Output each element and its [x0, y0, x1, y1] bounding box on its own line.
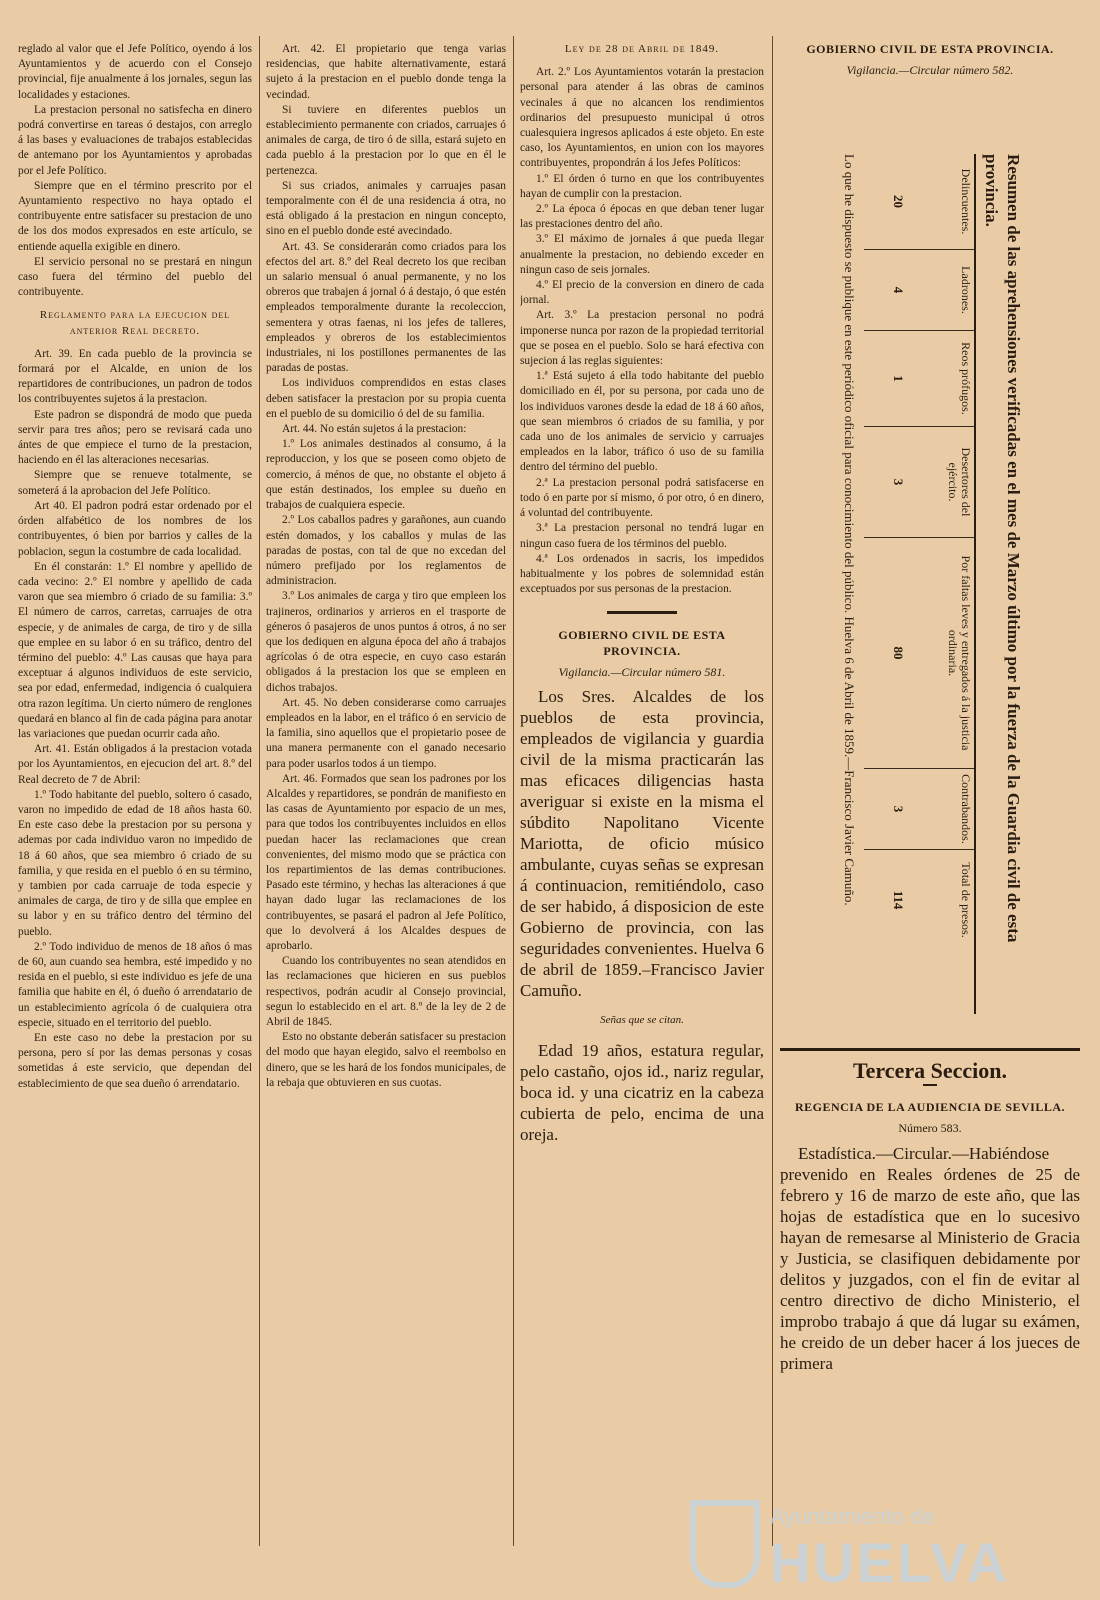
- watermark: [680, 1494, 1040, 1594]
- paragraph: Los Sres. Alcaldes de los pueblos de esta provincia, empleados de vigilancia y guardia civil de la misma practicarán las mas eficaces diligencias hasta averiguar si existe en la misma el súbdito Napolitano Vicente Mariotta, de oficio músico ambulante, cuyas señas se expresan á continuacion, remitiéndolo, caso de ser habido, á disposicion de este Gobierno de provincia, con las seguridades convenientes. Huelva 6 de abril de 1859.–Francisco Javier Camuño.: [520, 686, 764, 1000]
- paragraph: 3.º El máximo de jornales á que pueda llegar anualmente la prestacion, no debiendo exceder en ningun caso de seis jornales.: [520, 233, 764, 276]
- column-header: Por faltas leves y entregados á la justicia ordinaria.: [946, 555, 973, 751]
- paragraph: Siempre que se renueve totalmente, se someterá á la aprobacion del Jefe Político.: [18, 469, 252, 497]
- separator-rule: [923, 1084, 937, 1086]
- paragraph: En él constarán: 1.º El nombre y apellido de cada vecino: 2.º El nombre y apellido de cada varon que sea miembro ó criado de su familia: 3.º El número de carros, carretas, carruajes de otra especie, y de animales de carga, de tiro y de silla que emplee en su labor ó en su tráfico, dentro del término del pueblo: 4.º Las causas que haya para exceptuar á algunos individuos de este servicio, sea por edad, enfermedad, indigencia ó cualquiera otra razon legítima. Un cierto número de renglones quedará en blanco al fin de cada página para anotar las variaciones que puedan ocurrir cada año.: [18, 560, 252, 740]
- separator-rule: [780, 1048, 1080, 1051]
- column-value: 20: [891, 195, 906, 208]
- column-3: [520, 42, 764, 1562]
- table-body: [864, 154, 976, 1014]
- paragraph: Art. 46. Formados que sean los padrones por los Alcaldes y repartidores, se pondrán de manifiesto en las casas de Ayuntamiento por espacio de un mes, para que todos los contribuyentes incluidos en ellos puedan hacer las reclamaciones que crean convenientes, del mismo modo que se práctica con los repartimientos de las demas contribuciones. Pasado este término, y hechas las alteraciones á que hayan dado lugar las reclamaciones de los contribuyentes, se pasará el padron al Jefe Político, que lo devolverá á los Alcaldes despues de aprobarlo.: [266, 772, 506, 952]
- column-header: Contrabandos.: [959, 774, 973, 844]
- table-column: [864, 426, 974, 537]
- table-column: [864, 249, 974, 330]
- column-divider: [772, 36, 773, 1546]
- paragraph: 4.ª Los ordenados in sacris, los impedidos habitualmente y los pobres de solemnidad están exceptuados por sus personas de la prestacion.: [520, 552, 764, 596]
- paragraph: Art. 41. Están obligados á la prestacion votada por los Ayuntamientos, en ejecucion del art. 8.º del Real decreto de 7 de Abril:: [18, 743, 252, 786]
- paragraph: Art. 2.º Los Ayuntamientos votarán la prestacion personal para atender á las obras de caminos vecinales á que no alcancen los rendimientos ordinarios del presupuesto municipal ú otros cualesquiera ingresos aplicados á este objeto. En este caso, los Ayuntamientos, en union con los mayores contribuyentes, propondrán á los Jefes Políticos:: [520, 66, 764, 170]
- paragraph: Art. 45. No deben considerarse como carruajes empleados en la labor, en el tráfico ó en servicio de la familia, sino aquellos que el propietario posee de una manera permanente con el ganado necesario para poder usarlos todos á un tiempo.: [266, 696, 506, 770]
- column-header: Desertores del ejército.: [946, 447, 973, 517]
- paragraph: Edad 19 años, estatura regular, pelo castaño, ojos id., nariz regular, boca id. y una cicatriz en la cabeza cubierta de pelo, encima de una oreja.: [520, 1041, 764, 1145]
- circular-number: Vigilancia.—Circular número 582.: [846, 63, 1014, 78]
- senas-text: [520, 1040, 764, 1145]
- paragraph: 1.º Todo habitante del pueblo, soltero ó casado, varon no impedido de edad de 18 años hasta 60. En este caso debe la prestacion por su persona y ademas por cada individuo varon no impedido de 18 á 60 años, que sea miembro ó criado de su familia, y que resida en el pueblo ó en su término, y tambien por cada carruaje de toda especie y animales de carga, de tiro y de silla que emplee en su labor y en su tráfico dentro del término del pueblo.: [18, 788, 252, 938]
- table-column: [864, 330, 974, 426]
- paragraph: Los individuos comprendidos en estas clases deben satisfacer la prestacion por su propia cuenta en el pueblo de su domicilio ó del de su familia.: [266, 377, 506, 420]
- column-header: Reos prófugos.: [959, 342, 973, 415]
- law-heading: Ley de 28 de Abril de 1849.: [564, 43, 720, 55]
- paragraph: Art 40. El padron podrá estar ordenado por el órden alfabético de los nombres de los contribuyentes, ó bien por barrios y calles de la poblacion, segun la costumbre de cada localidad.: [18, 499, 252, 558]
- gobierno-heading: GOBIERNO CIVIL DE ESTA PROVINCIA.: [558, 628, 726, 658]
- table-footer: Lo que he dispuesto se publique en este periódico oficial para conocimiento del público. Huelva 6 de Abril de 1859.—Francisco Javier Camuño.: [842, 154, 857, 906]
- paragraph: En este caso no debe la prestacion por su persona, pero sí por las demas personas y cosas sometidas á este servicio, que dependan del establecimiento de que sea dueño ó arrendatario.: [18, 1032, 252, 1090]
- newspaper-page: [14, 36, 1086, 1576]
- paragraph: Siempre que en el término prescrito por el Ayuntamiento respectivo no haya optado el contribuyente entre satisfacer su prestacion de uno de los dos modos expresados en este artículo, se entiende aquella exigible en dinero.: [18, 179, 252, 253]
- paragraph: Art. 3.º La prestacion personal no podrá imponerse nunca por razon de la propiedad territorial que se posea en el pueblo. Solo se hará efectiva con sujecion á las reglas siguientes:: [520, 309, 764, 368]
- column-header: Delincuentes.: [959, 168, 973, 235]
- paragraph: Si sus criados, animales y carruajes pasan temporalmente con él de una residencia á otra, no está obligado á la prestacion en ningun concepto, sino en el pueblo donde esté avecindado.: [266, 179, 506, 238]
- paragraph: Art. 44. No están sujetos á la prestacion:: [282, 423, 467, 436]
- paragraph: Art. 42. El propietario que tenga varias residencias, que habite alternativamente, estará sujeto á la prestacion en el pueblo donde tenga la vecindad.: [266, 43, 506, 101]
- column-value: 3: [891, 805, 906, 813]
- column-2: [266, 42, 506, 1562]
- paragraph: 4.º El precio de la conversion en dinero de cada jornal.: [520, 279, 764, 307]
- paragraph: Art. 43. Se considerarán como criados para los efectos del art. 8.º del Real decreto los que reciban un salario mensual ó anual permanente, y no los obreros que trabajen á jornal ó á destajo, ó que estén empleados temporalmente durante la recoleccion, sementera y otras faenas, ni los jefes de talleres, empleados y obreros de los establecimientos industriales, ni los postillones permanentes de las paradas de postas.: [266, 240, 506, 375]
- paragraph: Esto no obstante deberán satisfacer su prestacion del modo que hayan elegido, salvo el reembolso en dinero, que se les hará de los fondos municipales, de la rebaja que obtuvieren en sus cuotas.: [266, 1031, 506, 1089]
- regencia-text: [780, 1143, 1080, 1374]
- column-value: 1: [891, 375, 906, 382]
- shield-icon: [690, 1500, 760, 1588]
- column-value: 3: [891, 478, 906, 486]
- column-header: Total de presos.: [959, 862, 973, 938]
- table-column: [864, 537, 974, 768]
- watermark-line2: HUELVA: [770, 1531, 1010, 1594]
- column-header: Ladrones.: [959, 266, 973, 314]
- paragraph: El servicio personal no se prestará en ningun caso fuera del término del pueblo del contribuyente.: [18, 255, 252, 299]
- paragraph: 1.º El órden ó turno en que los contribuyentes hayan de cumplir con la prestacion.: [520, 172, 764, 200]
- column-value: 80: [891, 646, 906, 660]
- table-title: Resumen de las aprehensiones verificadas en el mes de Marzo último por la fuerza de la Guardia civil de esta provincia.: [982, 154, 1023, 943]
- paragraph: 2.º Los caballos padres y garañones, aun cuando estén domados, y los caballos y mulas de las paradas de postas, con tal de que no excedan del número prefijado por los reglamentos de administracion.: [266, 514, 506, 588]
- senas-heading: Señas que se citan.: [600, 1013, 684, 1026]
- table-column: [864, 849, 974, 950]
- column-divider: [259, 36, 260, 1546]
- column-1: [18, 42, 252, 1562]
- column-value: 4: [891, 286, 906, 294]
- paragraph: 3.ª La prestacion personal no tendrá lugar en ningun caso fuera de los términos del pueblo.: [520, 522, 764, 550]
- paragraph: 2.º La época ó épocas en que deban tener lugar las prestaciones dentro del año.: [520, 203, 764, 231]
- column-4-lower: [780, 1036, 1080, 1556]
- section-title: Tercera Seccion.: [853, 1058, 1007, 1083]
- regencia-heading: REGENCIA DE LA AUDIENCIA DE SEVILLA.: [794, 1100, 1066, 1115]
- paragraph: Art. 39. En cada pueblo de la provincia se formará por el Alcalde, en union de los repartidores de contribuciones, un padron de todos los contribuyentes sujetos á la prestacion.: [18, 347, 252, 406]
- paragraph: Este padron se dispondrá de modo que pueda servir para tres años; pero se revisará cada uno ántes de que empiece el turno de la prestacion, haciendo en él las alteraciones necesarias.: [18, 408, 252, 467]
- section-title: Reglamento para la ejecucion del anterior Real decreto.: [39, 309, 231, 337]
- paragraph: Si tuviere en diferentes pueblos un establecimiento permanente con criados, carruajes ó animales de carga, de tiro ó de silla, estará sujeto en cada pueblo á la prestacion por lo que en él le pertenezca.: [266, 103, 506, 177]
- table-column: [864, 768, 974, 849]
- paragraph: 3.º Los animales de carga y tiro que empleen los trajineros, ordinarios y arrieros en el trasporte de géneros ó pasajeros de unos puntos á otros, á no ser que los dediquen en alguna época del año á trabajos agrícolas ó de otra especie, en cuyo caso estarán obligados á la prestacion los que se empleen en dichos trabajos.: [266, 590, 506, 694]
- notice-text: [520, 686, 764, 1001]
- gobierno-heading: GOBIERNO CIVIL DE ESTA PROVINCIA.: [806, 42, 1054, 56]
- paragraph: 2.ª La prestacion personal podrá satisfacerse en todo ó en parte por sí mismo, ó por otro, ó en dinero, á voluntad del contribuyente.: [520, 476, 764, 520]
- paragraph: Cuando los contribuyentes no sean atendidos en las reclamaciones que hicieren en sus pueblos respectivos, podrán acudir al Consejo provincial, segun lo establecido en el art. 8.º de la ley de 2 de Abril de 1845.: [266, 955, 506, 1028]
- paragraph: 1.ª Está sujeto á ella todo habitante del pueblo domiciliado en él, por su persona, por cada uno de los individuos varones desde la edad de 18 á 60 años, que sean miembros ó criados de su familia, y por cada uno de los animales de servicio y carruajes empleados en la labor, tráfico ó uso de su familia dentro del término del pueblo.: [520, 370, 764, 474]
- paragraph: 1.º Los animales destinados al consumo, á la reproduccion, y los que se poseen como objeto de comercio, á ménos de que, no obstante el objeto á que están destinados, los emplee su dueño en trabajos de cualquiera especie.: [266, 438, 506, 512]
- arrests-table: [788, 154, 1032, 1034]
- column-value: 114: [891, 890, 906, 910]
- paragraph: La prestacion personal no satisfecha en dinero podrá convertirse en tareas ó destajos, con arreglo á las bases y evaluaciones de trabajos establecidas de antemano por los Ayuntamientos y aprobadas por el Jefe Político.: [18, 103, 252, 177]
- numero: Número 583.: [898, 1121, 962, 1136]
- separator-rule: [607, 611, 677, 614]
- table-column: [864, 154, 974, 249]
- paragraph: Estadística.—Circular.—Habiéndose prevenido en Reales órdenes de 25 de febrero y 16 de marzo de este año, que las hojas de estadística que en lo sucesivo hayan de remesarse al Ministerio de Gracia y Justicia, se clasifiquen debidamente por delitos y juzgados, con el fin de evitar al centro directivo de dicho Ministerio, el improbo trabajo á que dá lugar su exámen, he creido de un deber hacer á los jueces de primera: [780, 1143, 1080, 1373]
- paragraph: reglado al valor que el Jefe Político, oyendo á los Ayuntamientos y de acuerdo con el Consejo provincial, fije anualmente á los jornales, segun las localidades y estaciones.: [18, 43, 252, 101]
- circular-number: Vigilancia.—Circular número 581.: [558, 664, 726, 679]
- column-divider: [513, 36, 514, 1546]
- paragraph: 2.º Todo individuo de menos de 18 años ó mas de 60, aun cuando sea hembra, esté impedido y no resida en el pueblo, si este individuo es jefe de una familia que habite en él, ó dueño ó arrendatario de un establecimiento agrícola ó de cualquiera otra especie, situado en el territorio del pueblo.: [18, 940, 252, 1029]
- watermark-line1: Ayuntamiento de: [770, 1504, 935, 1529]
